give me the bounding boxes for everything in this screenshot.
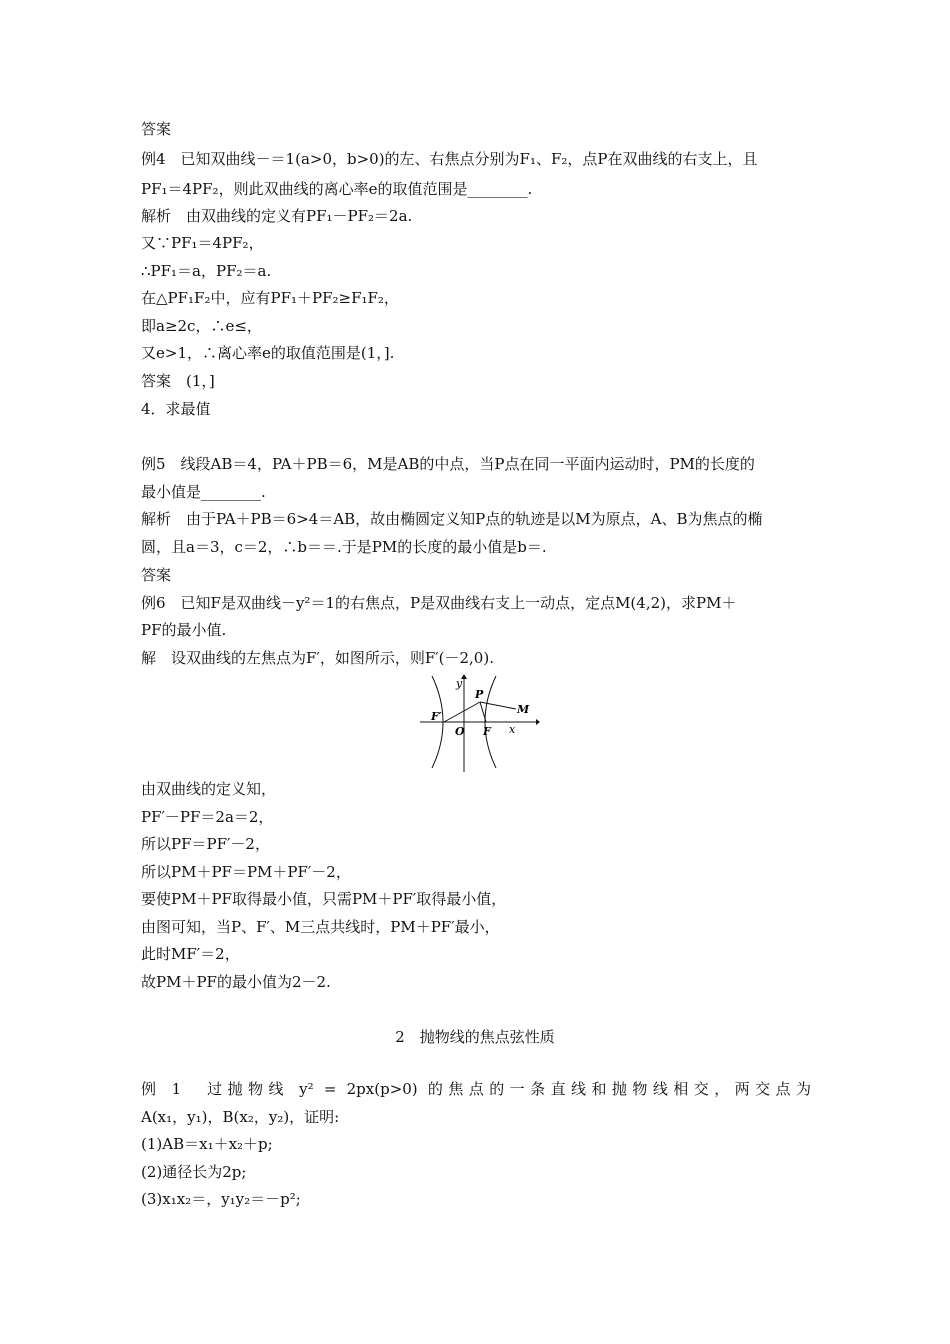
text-line: 解析 由双曲线的定义有PF₁－PF₂＝2a. (141, 207, 413, 225)
text-line: A(x₁，y₁)，B(x₂，y₂)，证明: (141, 1108, 340, 1126)
text-line: 解 设双曲线的左焦点为F′，如图所示，则F′(－2,0). (141, 649, 494, 667)
text-line: 例5 线段AB＝4，PA＋PB＝6，M是AB的中点，当P点在同一平面内运动时，PM的长度的 (141, 455, 755, 473)
text-line: (2)通径长为2p; (141, 1163, 247, 1181)
text-line: ∴PF₁＝a，PF₂＝a. (141, 262, 272, 280)
text-line: PF的最小值. (141, 621, 227, 639)
text-line: PF′－PF＝2a＝2， (141, 808, 274, 826)
text-line: 例6 已知F是双曲线－y²＝1的右焦点，P是双曲线右支上一动点，定点M(4,2)，求PM＋ (141, 594, 737, 612)
label-origin: O (455, 725, 465, 738)
text-line: 又∵PF₁＝4PF₂， (141, 234, 264, 252)
text-line: 答案 (141, 566, 172, 584)
text-line: 要使PM＋PF取得最小值，只需PM＋PF′取得最小值， (141, 890, 507, 908)
text-line: 故PM＋PF的最小值为2－2. (141, 973, 331, 991)
text-line: 此时MF′＝2， (141, 945, 240, 963)
text-line: 4．求最值 (141, 400, 211, 418)
text-line: 解析 由于PA＋PB＝6>4＝AB，故由椭圆定义知P点的轨迹是以M为原点，A、B为焦点的椭 (141, 510, 763, 528)
text-line: 在△PF₁F₂中，应有PF₁＋PF₂≥F₁F₂， (141, 289, 399, 307)
label-f-prime: F′ (431, 710, 442, 723)
text-line: 答案 (141, 120, 172, 138)
text-line: 答案 (1，] (141, 372, 215, 390)
text-line: 又e>1，∴离心率e的取值范围是(1，]. (141, 344, 395, 362)
segment-p-m (480, 702, 516, 709)
section-heading: 2 抛物线的焦点弦性质 (395, 1028, 555, 1046)
text-line: 即a≥2c，∴e≤， (141, 317, 262, 335)
label-f: F (483, 725, 491, 738)
text-line: 由双曲线的定义知， (141, 780, 277, 798)
hyperbola-figure (420, 672, 540, 772)
text-line: 所以PF＝PF′－2， (141, 835, 270, 853)
segment-f-prime-p (444, 702, 480, 722)
text-line: 圆，且a＝3，c＝2，∴b＝＝.于是PM的长度的最小值是b＝. (141, 538, 547, 556)
text-line: 最小值是________. (141, 483, 266, 501)
label-x: x (509, 723, 516, 736)
text-line: (3)x₁x₂＝，y₁y₂＝－p²; (141, 1190, 301, 1208)
label-p: P (475, 688, 484, 701)
label-y: y (456, 677, 463, 690)
text-line: 例4 已知双曲线－＝1(a>0，b>0)的左、右焦点分别为F₁、F₂，点P在双曲线的右支上，且 (141, 150, 758, 168)
text-line: PF₁＝4PF₂，则此双曲线的离心率e的取值范围是________. (141, 180, 533, 198)
label-m: M (517, 703, 530, 716)
text-line: (1)AB＝x₁＋x₂＋p; (141, 1135, 273, 1153)
text-line: 例 1 过抛物线 y² = 2px(p>0) 的焦点的一条直线和抛物线相交，两交点为 (141, 1080, 811, 1098)
x-axis-arrow (536, 719, 540, 725)
text-line: 所以PM＋PF＝PM＋PF′－2， (141, 863, 351, 881)
text-line: 由图可知，当P、F′、M三点共线时，PM＋PF′最小， (141, 918, 500, 936)
